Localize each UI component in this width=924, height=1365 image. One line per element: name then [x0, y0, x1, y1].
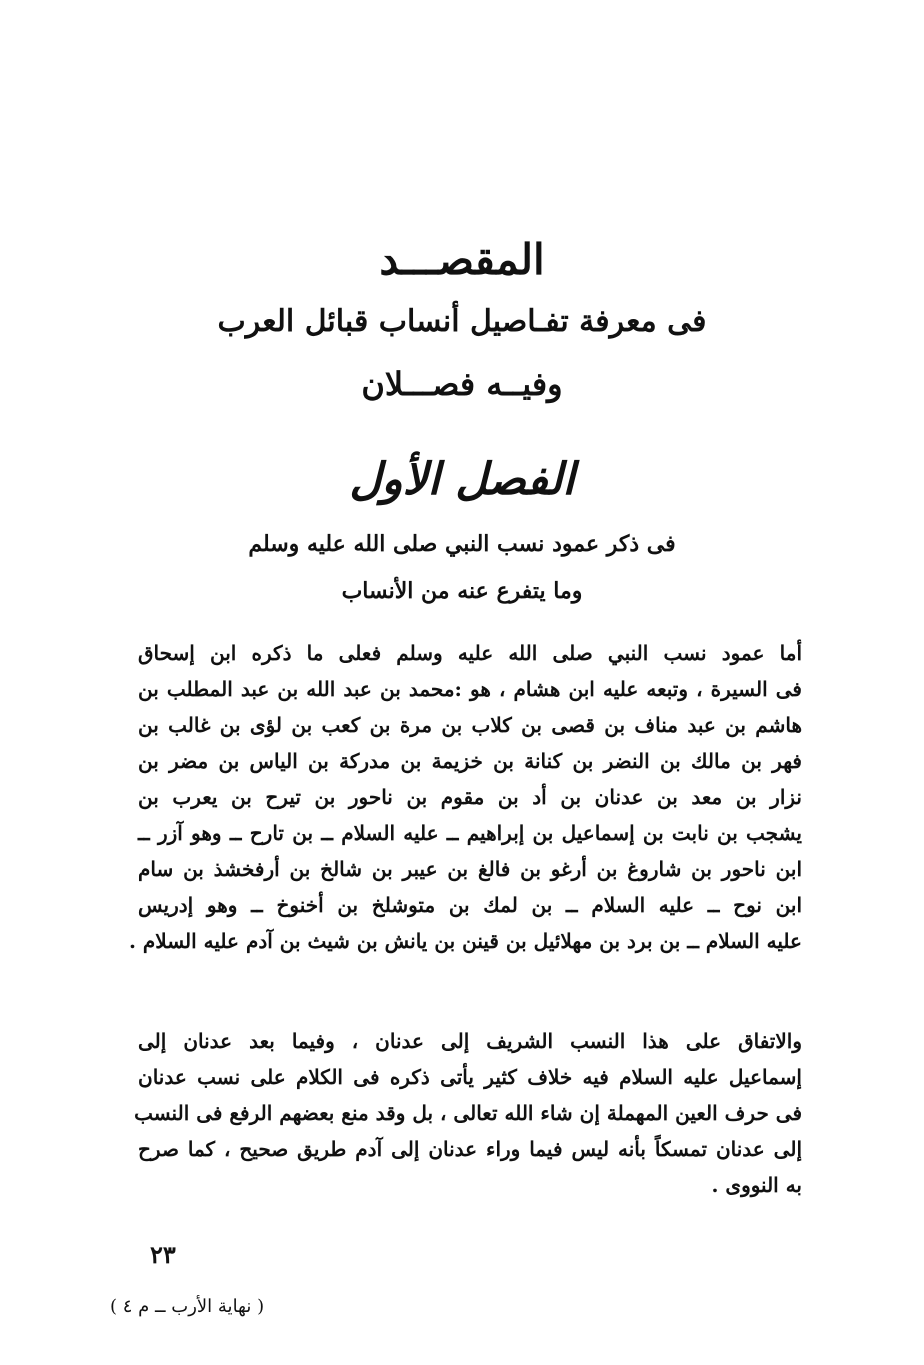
- paragraph-line: عليه السلام ــ بن برد بن مهلائيل بن قينن بن يانش بن شيث بن آدم عليه السلام .: [128, 929, 802, 953]
- paragraph-line: فهر بن مالك بن النضر بن كنانة بن خزيمة بن مدركة بن الياس بن مضر بن: [138, 749, 802, 773]
- chapter-subtitle-line-2: وما يتفرع عنه من الأنساب: [341, 578, 583, 604]
- paragraph-line: أما عمود نسب النبي صلى الله عليه وسلم فعلى ما ذكره ابن إسحاق: [138, 641, 802, 665]
- signature-mark: ( نهاية الأرب ــ م ٤ ): [110, 1296, 265, 1317]
- paragraph-line: إلى عدنان تمسكاً بأنه ليس فيما وراء عدنان إلى آدم طريق صحيح ، كما صرح: [138, 1137, 802, 1161]
- chapter-title: الفصل الأول: [349, 454, 575, 505]
- paragraph-agreement: [134, 1023, 832, 1203]
- page-number: ٢٣: [150, 1240, 176, 1269]
- chapter-subtitle-line-1: فى ذكر عمود نسب النبي صلى الله عليه وسلم: [248, 531, 676, 557]
- paragraph-line: هاشم بن عبد مناف بن قصى بن كلاب بن مرة بن كعب بن لؤى بن غالب بن: [138, 713, 802, 737]
- paragraph-line: نزار بن معد بن عدنان بن أد بن مقوم بن ناحور بن تيرح بن يعرب بن: [138, 785, 802, 809]
- section-subtitle: فى معرفة تفـاصيل أنساب قبائل العرب: [217, 304, 707, 339]
- paragraph-line: إسماعيل عليه السلام فيه خلاف كثير يأتى ذكره فى الكلام على نسب عدنان: [138, 1065, 802, 1089]
- paragraph-line: يشجب بن نابت بن إسماعيل بن إبراهيم ــ عليه السلام ــ بن تارح ــ وهو آزر ــ: [138, 821, 802, 845]
- paragraph-line: والاتفاق على هذا النسب الشريف إلى عدنان ، وفيما بعد عدنان إلى: [138, 1029, 802, 1053]
- section-heading: المقصـــد: [379, 235, 545, 284]
- paragraph-line: فى السيرة ، وتبعه عليه ابن هشام ، هو :محمد بن عبد الله بن عبد المطلب بن: [138, 677, 802, 701]
- paragraph-lineage: [128, 635, 832, 959]
- paragraph-line: به النووى .: [711, 1173, 802, 1197]
- paragraph-line: فى حرف العين المهملة إن شاء الله تعالى ، بل وقد منع بعضهم الرفع فى النسب: [134, 1101, 802, 1125]
- section-chapter-count: وفيــه فصـــلان: [361, 365, 563, 403]
- paragraph-line: ابن ناحور بن شاروغ بن أرغو بن فالغ بن عيبر بن شالخ بن أرفخشذ بن سام: [138, 857, 802, 881]
- paragraph-line: ابن نوح ــ عليه السلام ــ بن لمك بن متوشلخ بن أخنوخ ــ وهو إدريس: [138, 893, 802, 917]
